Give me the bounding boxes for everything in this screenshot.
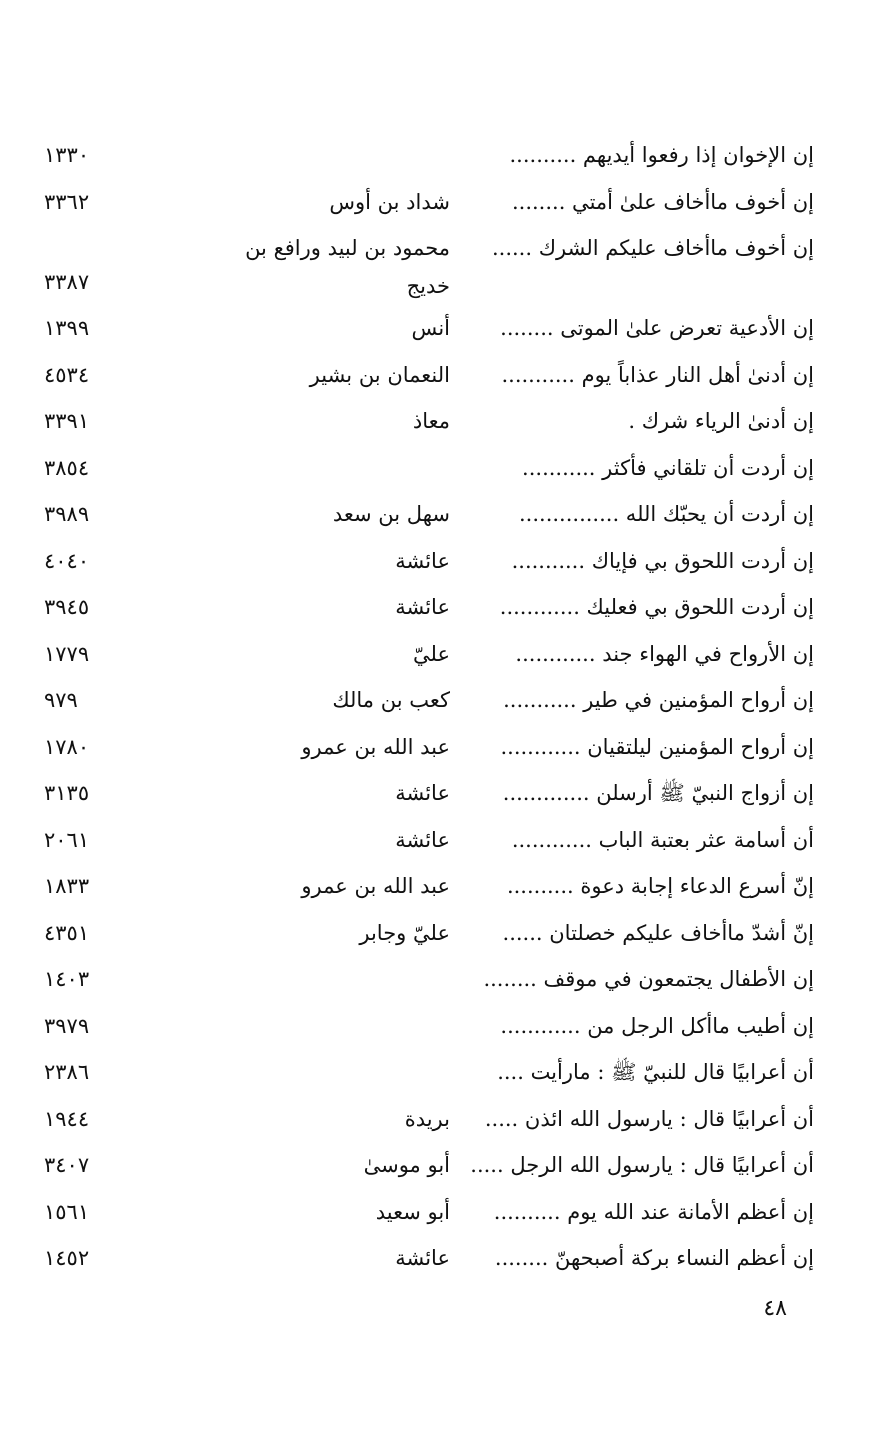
hadith-text: أن أسامة عثر بعتبة الباب ............ — [511, 827, 814, 852]
hadith-number: ١٤٠٣ — [44, 967, 90, 991]
narrator-name: أبو موسىٰ — [363, 1153, 450, 1177]
index-row — [30, 225, 820, 305]
hadith-text: إن أزواج النبيّ ﷺ أرسلن ............. — [502, 781, 814, 805]
hadith-number: ١٣٩٩ — [44, 316, 90, 340]
index-row — [30, 584, 820, 631]
hadith-text: إنّ أشدّ ماأخاف عليكم خصلتان ...... — [502, 920, 814, 945]
hadith-text: إن أرواح المؤمنين في طير ........... — [503, 688, 814, 712]
narrator-name: سهل بن سعد — [332, 502, 450, 526]
hadith-number: ٣٩٧٩ — [44, 1013, 90, 1038]
hadith-number: ١٣٣٠ — [44, 143, 90, 167]
hadith-text: إن أخوف ماأخاف عليكم الشرك ...... — [491, 236, 814, 260]
hadith-text: إن أطيب ماأكل الرجل من ............ — [500, 1013, 814, 1038]
hadith-text: إنّ أسرع الدعاء إجابة دعوة .......... — [506, 874, 814, 898]
hadith-number: ١٧٨٠ — [44, 734, 90, 759]
hadith-text: إن أدنىٰ أهل النار عذاباً يوم ........... — [501, 362, 814, 387]
index-row — [30, 956, 820, 1003]
hadith-number: ٣٩٨٩ — [44, 502, 90, 526]
narrator-name: عبد الله بن عمرو — [301, 734, 450, 759]
hadith-text: إن الإخوان إذا رفعوا أيديهم .......... — [509, 143, 814, 167]
narrator-name: عائشة — [395, 1246, 450, 1270]
hadith-number: ٣٣٦٢ — [44, 189, 90, 214]
hadith-text: إن أردت اللحوق بي فعليك ............ — [499, 595, 814, 619]
hadith-text: إن أعظم النساء بركة أصبحهنّ ........ — [494, 1246, 814, 1270]
hadith-number: ٢٣٨٦ — [44, 1060, 90, 1084]
hadith-text: إن الأدعية تعرض علىٰ الموتى ........ — [500, 316, 814, 340]
hadith-text: إن أدنىٰ الرياء شرك . — [628, 409, 814, 433]
hadith-text: أن أعرابيًا قال : يارسول الله الرجل ..... — [470, 1153, 814, 1177]
index-row — [30, 538, 820, 585]
hadith-number: ٤٠٤٠ — [44, 548, 90, 573]
hadith-text: إن أردت أن تلقاني فأكثر ........... — [522, 455, 814, 480]
hadith-text: إن الأطفال يجتمعون في موقف ........ — [483, 967, 814, 991]
page-number: ٤٨ — [763, 1296, 787, 1321]
hadith-number: ٢٠٦١ — [44, 827, 90, 852]
index-row — [30, 132, 820, 179]
narrator-name: أنس — [411, 316, 450, 340]
hadith-text: إن أعظم الأمانة عند الله يوم .......... — [493, 1199, 814, 1224]
index-row — [30, 1189, 820, 1236]
narrator-name: شداد بن أوس — [329, 189, 450, 214]
index-row — [30, 352, 820, 399]
hadith-number: ٣٩٤٥ — [44, 595, 90, 619]
narrator-name: عائشة — [395, 548, 450, 573]
hadith-number: ١٨٣٣ — [44, 874, 90, 898]
index-row — [30, 770, 820, 817]
hadith-text: إن أردت اللحوق بي فإياك ........... — [511, 548, 814, 573]
narrator-name: عائشة — [395, 595, 450, 619]
hadith-text: إن الأرواح في الهواء جند ............ — [515, 641, 814, 666]
index-row — [30, 445, 820, 492]
hadith-text: أن أعرابيًا قال : يارسول الله ائذن ..... — [484, 1106, 814, 1131]
hadith-number: ٩٧٩ — [44, 688, 78, 712]
hadith-number: ٣١٣٥ — [44, 781, 90, 805]
narrator-name: كعب بن مالك — [332, 688, 450, 712]
index-row — [30, 1096, 820, 1143]
hadith-number: ٣٨٥٤ — [44, 455, 90, 480]
hadith-number: ١٩٤٤ — [44, 1106, 90, 1131]
index-row — [30, 1049, 820, 1096]
narrator-name: عبد الله بن عمرو — [301, 874, 450, 898]
hadith-number: ٣٣٨٧ — [44, 270, 90, 294]
index-row — [30, 1142, 820, 1189]
hadith-number: ٤٣٥١ — [44, 920, 90, 945]
hadith-number: ٣٤٠٧ — [44, 1153, 90, 1177]
index-row — [30, 1003, 820, 1050]
hadith-number: ٣٣٩١ — [44, 409, 90, 433]
index-row — [30, 179, 820, 226]
index-row — [30, 863, 820, 910]
narrator-name: أبو سعيد — [375, 1199, 450, 1224]
narrator-name: بريدة — [404, 1106, 450, 1131]
hadith-text: أن أعرابيًا قال للنبيّ ﷺ : مارأيت .... — [497, 1060, 814, 1084]
narrator-name: عائشة — [395, 781, 450, 805]
index-row — [30, 305, 820, 352]
hadith-text: إن أرواح المؤمنين ليلتقيان ............ — [500, 734, 814, 759]
hadith-text: إن أخوف ماأخاف علىٰ أمتي ........ — [511, 189, 814, 214]
index-row — [30, 677, 820, 724]
index-row — [30, 910, 820, 957]
hadith-number: ١٥٦١ — [44, 1199, 90, 1224]
narrator-name: محمود بن لبيد ورافع بن خديج — [245, 236, 450, 298]
index-row — [30, 398, 820, 445]
index-row — [30, 724, 820, 771]
hadith-text: إن أردت أن يحبّك الله ............... — [519, 502, 814, 526]
narrator-name: عليّ وجابر — [359, 920, 450, 945]
index-row — [30, 817, 820, 864]
narrator-name: النعمان بن بشير — [309, 362, 450, 387]
narrator-name: معاذ — [412, 409, 450, 433]
index-row — [30, 1235, 820, 1282]
index-row — [30, 631, 820, 678]
narrator-name: عائشة — [395, 827, 450, 852]
hadith-number: ١٤٥٢ — [44, 1246, 90, 1270]
hadith-number: ٤٥٣٤ — [44, 362, 90, 387]
narrator-name: عليّ — [413, 641, 450, 666]
index-row — [30, 491, 820, 538]
hadith-index-table — [30, 132, 820, 1282]
hadith-number: ١٧٧٩ — [44, 641, 90, 666]
